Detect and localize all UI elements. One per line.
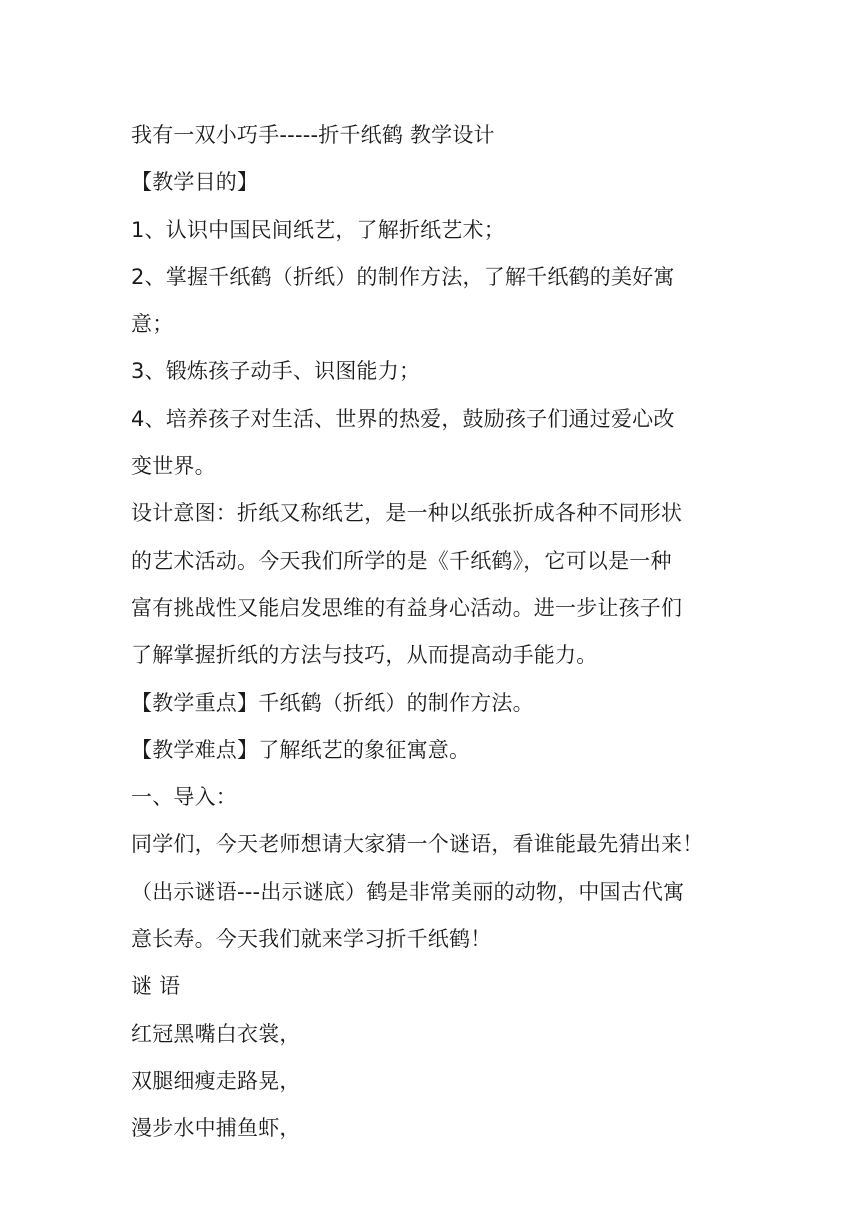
objective-line: 1、认识中国民间纸艺，了解折纸艺术；: [131, 217, 505, 242]
section-heading-objectives: 【教学目的】: [131, 170, 259, 195]
objective-line: 2、掌握千纸鹤（折纸）的制作方法，了解千纸鹤的美好寓: [131, 264, 675, 289]
document-title: 我有一双小巧手-----折千纸鹤 教学设计: [131, 123, 495, 147]
document-body: [131, 112, 731, 1153]
riddle-heading: 谜 语: [131, 974, 181, 999]
design-intent-line: 设计意图：折纸又称纸艺，是一种以纸张折成各种不同形状: [131, 501, 683, 526]
design-intent-line: 的艺术活动。今天我们所学的是《千纸鹤》，它可以是一种: [131, 548, 672, 573]
intro-text-line: 意长寿。今天我们就来学习折千纸鹤！: [131, 927, 492, 952]
intro-text-line: 同学们，今天老师想请大家猜一个谜语，看谁能最先猜出来！: [131, 832, 704, 857]
objective-line: 4、培养孩子对生活、世界的热爱，鼓励孩子们通过爱心改: [131, 406, 675, 431]
objective-line: 变世界。: [131, 454, 216, 479]
key-point: 【教学重点】千纸鹤（折纸）的制作方法。: [131, 690, 534, 715]
design-intent-line: 富有挑战性又能启发思维的有益身心活动。进一步让孩子们: [131, 595, 683, 620]
intro-heading: 一、导入：: [131, 785, 237, 810]
riddle-line: 双腿细瘦走路晃，: [131, 1068, 301, 1093]
riddle-line: 漫步水中捕鱼虾，: [131, 1116, 301, 1141]
design-intent-line: 了解掌握折纸的方法与技巧，从而提高动手能力。: [131, 643, 598, 668]
riddle-line: 红冠黑嘴白衣裳，: [131, 1021, 301, 1046]
difficult-point: 【教学难点】了解纸艺的象征寓意。: [131, 737, 471, 762]
intro-text-line: （出示谜语---出示谜底）鹤是非常美丽的动物，中国古代寓: [131, 879, 685, 904]
objective-line: 3、锻炼孩子动手、识图能力；: [131, 359, 421, 384]
objective-line: 意；: [131, 312, 174, 337]
